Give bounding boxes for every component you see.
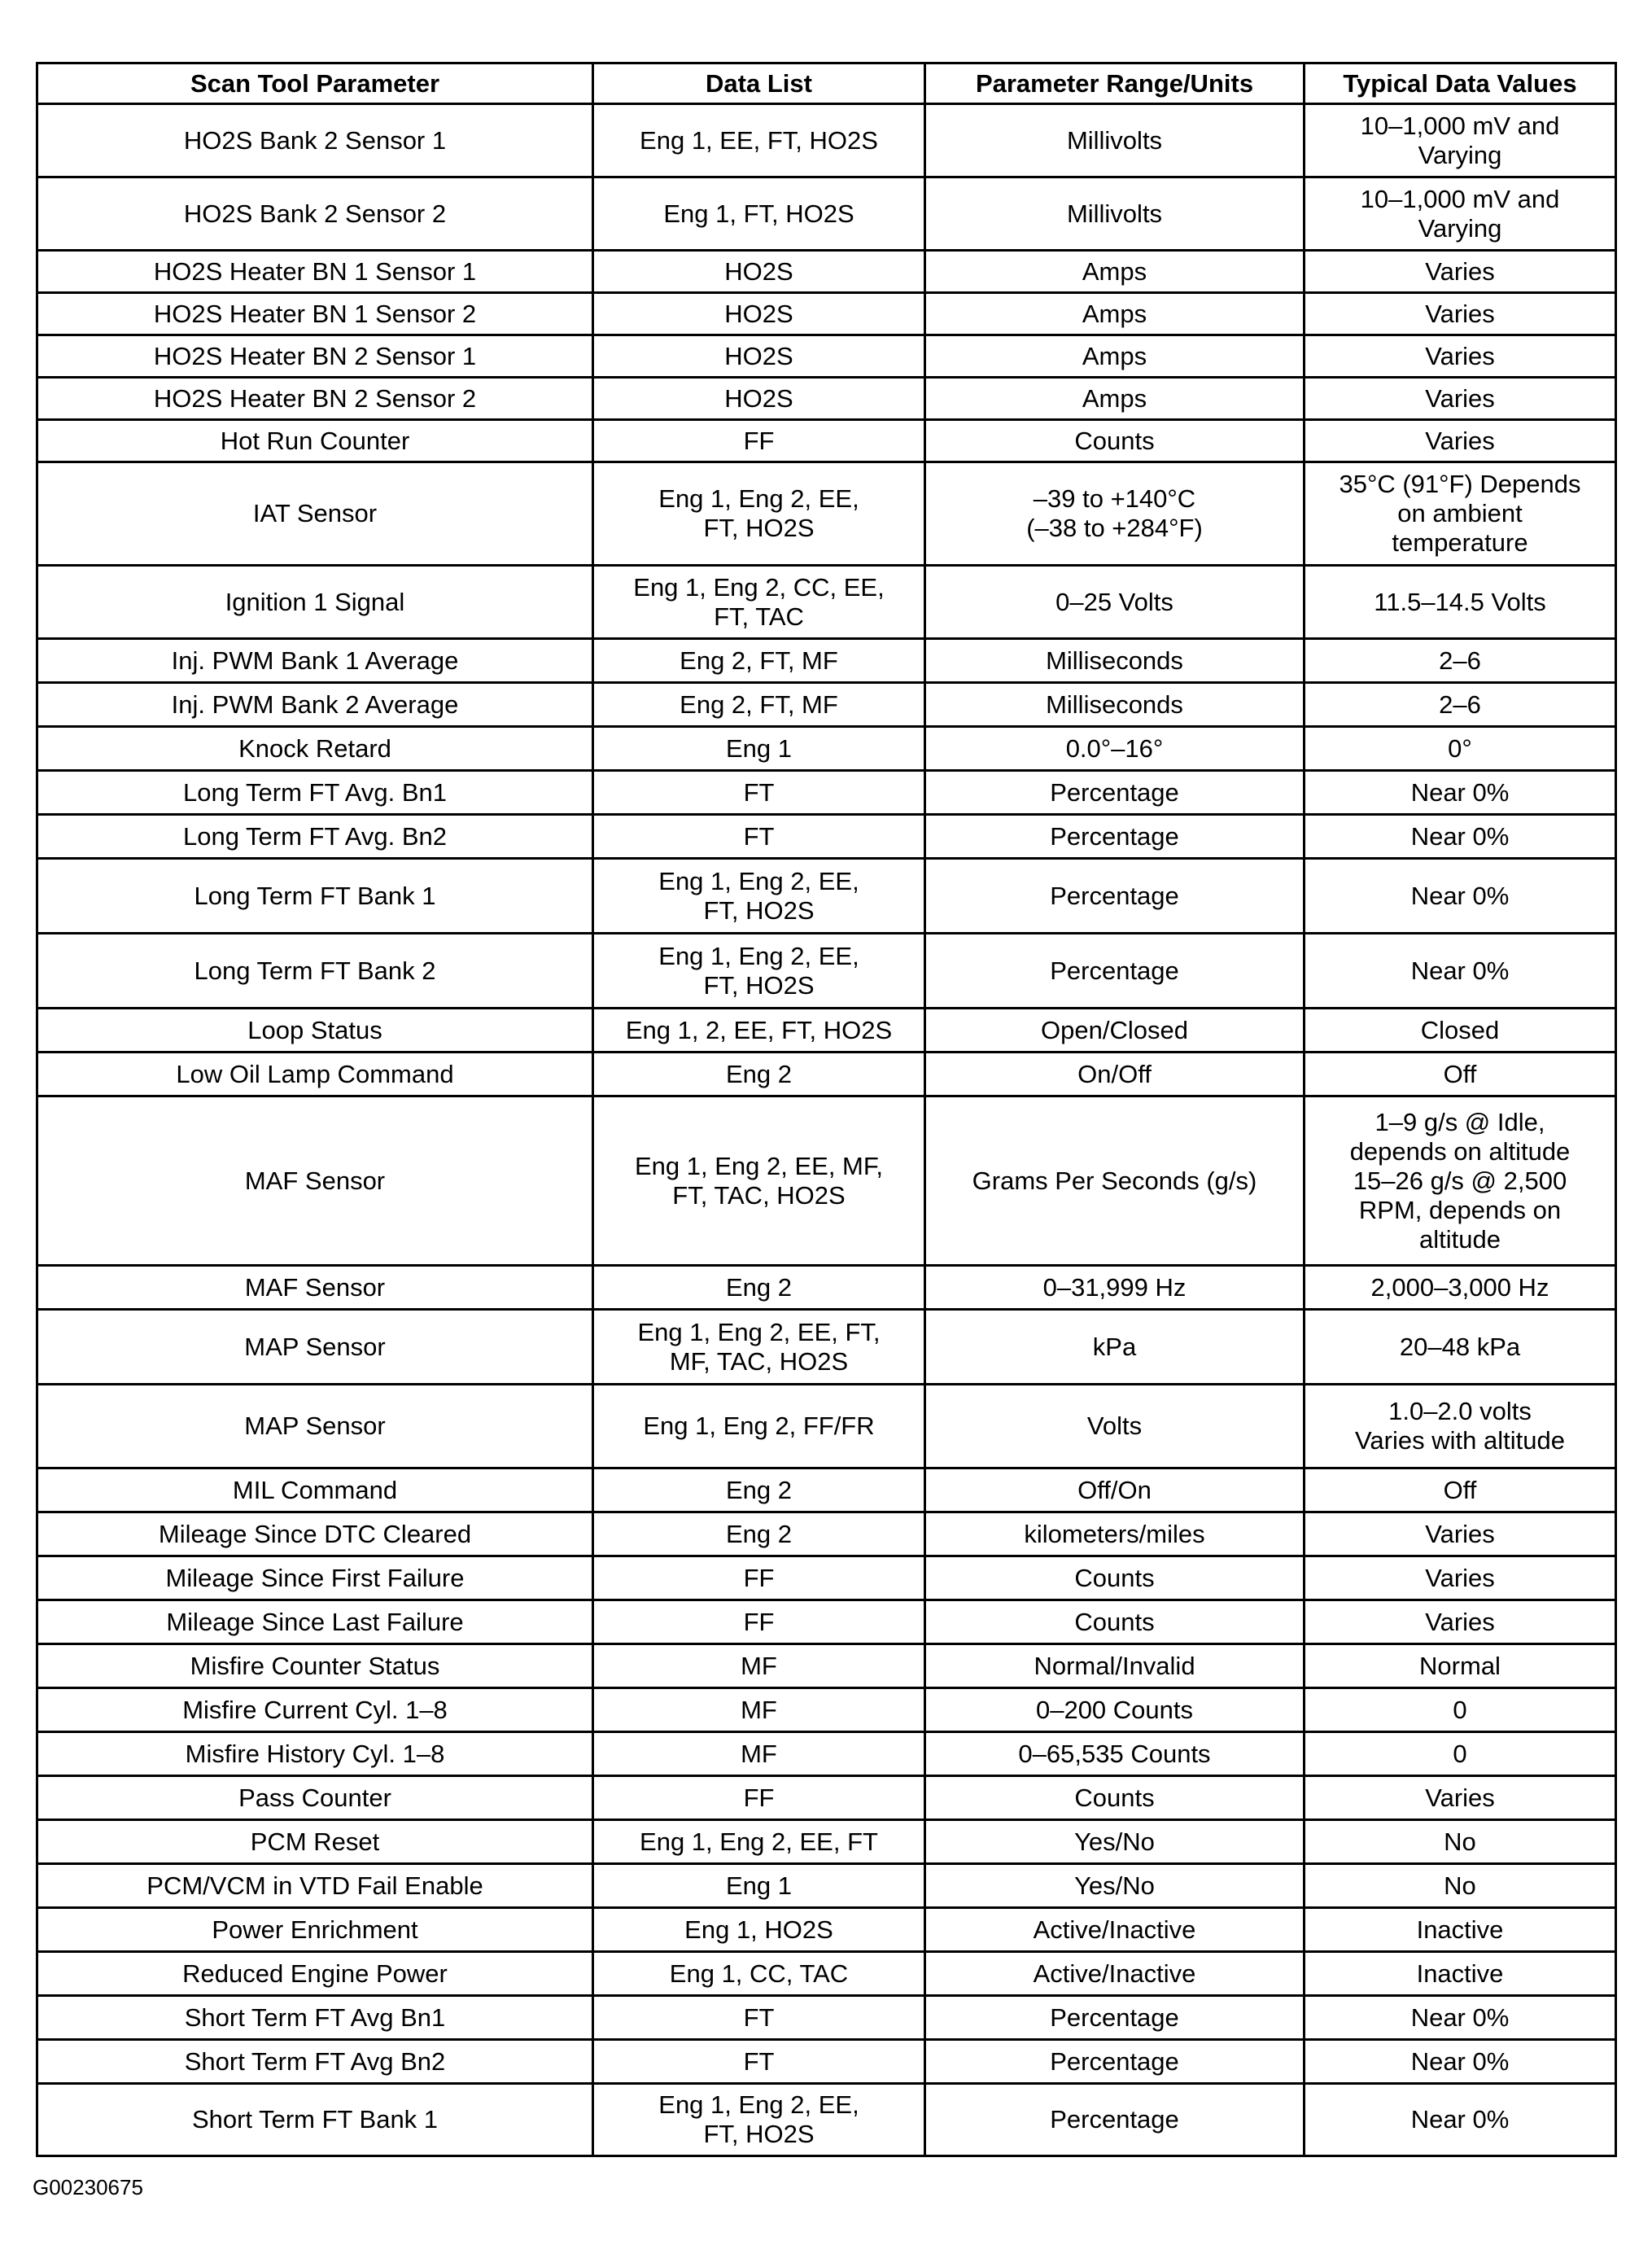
table-row xyxy=(37,1512,1616,1556)
cell-typical-values: 20–48 kPa xyxy=(1305,1310,1616,1385)
figure-code: G00230675 xyxy=(33,2175,143,2199)
cell-typical-values: Varies xyxy=(1305,1556,1616,1600)
table-row xyxy=(37,1776,1616,1820)
cell-data-list: Eng 1, Eng 2, FF/FR xyxy=(593,1385,925,1468)
cell-range-units: Yes/No xyxy=(925,1864,1305,1908)
cell-typical-values: Varies xyxy=(1305,1776,1616,1820)
table-row xyxy=(37,1996,1616,2040)
table-header-row xyxy=(37,63,1616,104)
cell-data-list: Eng 1, HO2S xyxy=(593,1908,925,1952)
cell-typical-values: 1–9 g/s @ Idle, depends on altitude 15–26 g/s @ 2,500 RPM, depends on altitude xyxy=(1305,1096,1616,1266)
cell-parameter: Power Enrichment xyxy=(37,1908,593,1952)
table-row xyxy=(37,1644,1616,1688)
cell-parameter: Knock Retard xyxy=(37,727,593,771)
table-row xyxy=(37,1820,1616,1864)
cell-parameter: HO2S Bank 2 Sensor 2 xyxy=(37,177,593,251)
cell-range-units: Active/Inactive xyxy=(925,1952,1305,1996)
cell-typical-values: Near 0% xyxy=(1305,2084,1616,2156)
cell-typical-values: Inactive xyxy=(1305,1908,1616,1952)
cell-range-units: On/Off xyxy=(925,1053,1305,1096)
cell-typical-values: Varies xyxy=(1305,251,1616,293)
cell-data-list: Eng 1, Eng 2, EE, FT, HO2S xyxy=(593,859,925,934)
cell-data-list: Eng 2, FT, MF xyxy=(593,639,925,683)
cell-typical-values: 0 xyxy=(1305,1688,1616,1732)
table-row xyxy=(37,934,1616,1009)
cell-range-units: Amps xyxy=(925,251,1305,293)
cell-range-units: Percentage xyxy=(925,2040,1305,2084)
cell-data-list: Eng 1 xyxy=(593,1864,925,1908)
table-row xyxy=(37,293,1616,335)
cell-parameter: MAF Sensor xyxy=(37,1096,593,1266)
header-scan-tool-parameter: Scan Tool Parameter xyxy=(37,63,593,104)
cell-data-list: Eng 1, Eng 2, EE, FT, HO2S xyxy=(593,2084,925,2156)
cell-typical-values: Closed xyxy=(1305,1009,1616,1053)
cell-range-units: Percentage xyxy=(925,1996,1305,2040)
cell-range-units: Active/Inactive xyxy=(925,1908,1305,1952)
table-row xyxy=(37,420,1616,462)
cell-parameter: Long Term FT Avg. Bn2 xyxy=(37,815,593,859)
cell-range-units: Percentage xyxy=(925,771,1305,815)
cell-range-units: Amps xyxy=(925,335,1305,378)
cell-parameter: PCM/VCM in VTD Fail Enable xyxy=(37,1864,593,1908)
cell-typical-values: Varies xyxy=(1305,420,1616,462)
cell-range-units: Counts xyxy=(925,1556,1305,1600)
cell-typical-values: Off xyxy=(1305,1053,1616,1096)
cell-range-units: Normal/Invalid xyxy=(925,1644,1305,1688)
cell-parameter: MAP Sensor xyxy=(37,1310,593,1385)
cell-range-units: Grams Per Seconds (g/s) xyxy=(925,1096,1305,1266)
cell-typical-values: Near 0% xyxy=(1305,815,1616,859)
cell-parameter: IAT Sensor xyxy=(37,462,593,566)
cell-typical-values: Varies xyxy=(1305,1600,1616,1644)
cell-parameter: Inj. PWM Bank 1 Average xyxy=(37,639,593,683)
table-row xyxy=(37,859,1616,934)
header-typical-data-values: Typical Data Values xyxy=(1305,63,1616,104)
cell-data-list: Eng 2 xyxy=(593,1266,925,1310)
cell-parameter: Pass Counter xyxy=(37,1776,593,1820)
cell-parameter: Short Term FT Avg Bn1 xyxy=(37,1996,593,2040)
cell-data-list: Eng 1, CC, TAC xyxy=(593,1952,925,1996)
cell-typical-values: 2–6 xyxy=(1305,683,1616,727)
table-row xyxy=(37,1266,1616,1310)
cell-range-units: kPa xyxy=(925,1310,1305,1385)
cell-range-units: Millivolts xyxy=(925,104,1305,177)
table-row xyxy=(37,1732,1616,1776)
cell-range-units: kilometers/miles xyxy=(925,1512,1305,1556)
table-row xyxy=(37,335,1616,378)
cell-typical-values: Near 0% xyxy=(1305,2040,1616,2084)
cell-typical-values: No xyxy=(1305,1864,1616,1908)
table-row xyxy=(37,2040,1616,2084)
cell-data-list: FF xyxy=(593,1556,925,1600)
cell-parameter: HO2S Bank 2 Sensor 1 xyxy=(37,104,593,177)
cell-range-units: 0–31,999 Hz xyxy=(925,1266,1305,1310)
cell-data-list: Eng 1, 2, EE, FT, HO2S xyxy=(593,1009,925,1053)
cell-parameter: Mileage Since Last Failure xyxy=(37,1600,593,1644)
cell-typical-values: 11.5–14.5 Volts xyxy=(1305,566,1616,639)
table-row xyxy=(37,727,1616,771)
cell-range-units: Percentage xyxy=(925,815,1305,859)
cell-parameter: Long Term FT Avg. Bn1 xyxy=(37,771,593,815)
cell-typical-values: Varies xyxy=(1305,293,1616,335)
table-row xyxy=(37,815,1616,859)
cell-typical-values: 1.0–2.0 volts Varies with altitude xyxy=(1305,1385,1616,1468)
table-body xyxy=(37,104,1616,2156)
cell-data-list: FF xyxy=(593,1776,925,1820)
cell-parameter: Long Term FT Bank 1 xyxy=(37,859,593,934)
cell-data-list: FT xyxy=(593,771,925,815)
cell-range-units: Milliseconds xyxy=(925,683,1305,727)
cell-typical-values: Varies xyxy=(1305,335,1616,378)
cell-range-units: Yes/No xyxy=(925,1820,1305,1864)
cell-parameter: Misfire Current Cyl. 1–8 xyxy=(37,1688,593,1732)
cell-data-list: Eng 1, Eng 2, EE, FT xyxy=(593,1820,925,1864)
cell-range-units: Percentage xyxy=(925,934,1305,1009)
cell-data-list: FT xyxy=(593,815,925,859)
table-row xyxy=(37,1009,1616,1053)
table-row xyxy=(37,462,1616,566)
cell-range-units: Volts xyxy=(925,1385,1305,1468)
cell-data-list: Eng 2 xyxy=(593,1053,925,1096)
cell-data-list: FT xyxy=(593,1996,925,2040)
cell-range-units: Percentage xyxy=(925,859,1305,934)
cell-parameter: MAF Sensor xyxy=(37,1266,593,1310)
cell-data-list: MF xyxy=(593,1644,925,1688)
cell-range-units: 0–200 Counts xyxy=(925,1688,1305,1732)
cell-data-list: MF xyxy=(593,1732,925,1776)
cell-typical-values: 10–1,000 mV and Varying xyxy=(1305,104,1616,177)
cell-typical-values: Near 0% xyxy=(1305,1996,1616,2040)
cell-typical-values: Varies xyxy=(1305,1512,1616,1556)
cell-parameter: Inj. PWM Bank 2 Average xyxy=(37,683,593,727)
table-row xyxy=(37,104,1616,177)
cell-parameter: HO2S Heater BN 1 Sensor 2 xyxy=(37,293,593,335)
cell-typical-values: Normal xyxy=(1305,1644,1616,1688)
cell-range-units: Milliseconds xyxy=(925,639,1305,683)
table-row xyxy=(37,2084,1616,2156)
table-row xyxy=(37,1688,1616,1732)
cell-parameter: Misfire Counter Status xyxy=(37,1644,593,1688)
table-row xyxy=(37,1952,1616,1996)
cell-parameter: Long Term FT Bank 2 xyxy=(37,934,593,1009)
cell-parameter: HO2S Heater BN 2 Sensor 1 xyxy=(37,335,593,378)
header-data-list: Data List xyxy=(593,63,925,104)
cell-data-list: Eng 2 xyxy=(593,1512,925,1556)
cell-data-list: HO2S xyxy=(593,293,925,335)
cell-parameter: Mileage Since DTC Cleared xyxy=(37,1512,593,1556)
cell-typical-values: Near 0% xyxy=(1305,934,1616,1009)
cell-data-list: Eng 1, EE, FT, HO2S xyxy=(593,104,925,177)
cell-typical-values: 2–6 xyxy=(1305,639,1616,683)
cell-typical-values: Near 0% xyxy=(1305,859,1616,934)
cell-data-list: Eng 1, FT, HO2S xyxy=(593,177,925,251)
table-row xyxy=(37,177,1616,251)
cell-typical-values: 0 xyxy=(1305,1732,1616,1776)
table-row xyxy=(37,1468,1616,1512)
cell-parameter: Misfire History Cyl. 1–8 xyxy=(37,1732,593,1776)
cell-range-units: Millivolts xyxy=(925,177,1305,251)
cell-data-list: HO2S xyxy=(593,335,925,378)
cell-typical-values: Inactive xyxy=(1305,1952,1616,1996)
cell-data-list: Eng 1, Eng 2, CC, EE, FT, TAC xyxy=(593,566,925,639)
table-row xyxy=(37,1310,1616,1385)
cell-typical-values: No xyxy=(1305,1820,1616,1864)
cell-range-units: –39 to +140°C (–38 to +284°F) xyxy=(925,462,1305,566)
cell-range-units: Amps xyxy=(925,293,1305,335)
cell-data-list: HO2S xyxy=(593,378,925,420)
cell-range-units: 0–65,535 Counts xyxy=(925,1732,1305,1776)
cell-data-list: Eng 1, Eng 2, EE, FT, HO2S xyxy=(593,462,925,566)
table-row xyxy=(37,639,1616,683)
cell-data-list: MF xyxy=(593,1688,925,1732)
cell-typical-values: Varies xyxy=(1305,378,1616,420)
scan-tool-data-sheet xyxy=(36,62,1615,2157)
table-row xyxy=(37,1600,1616,1644)
cell-data-list: Eng 1 xyxy=(593,727,925,771)
cell-range-units: Open/Closed xyxy=(925,1009,1305,1053)
cell-parameter: MIL Command xyxy=(37,1468,593,1512)
table-row xyxy=(37,683,1616,727)
cell-data-list: Eng 1, Eng 2, EE, FT, HO2S xyxy=(593,934,925,1009)
cell-typical-values: Near 0% xyxy=(1305,771,1616,815)
scan-tool-parameter-table xyxy=(36,62,1617,2157)
cell-data-list: Eng 2, FT, MF xyxy=(593,683,925,727)
header-parameter-range-units: Parameter Range/Units xyxy=(925,63,1305,104)
cell-typical-values: Off xyxy=(1305,1468,1616,1512)
cell-data-list: FF xyxy=(593,1600,925,1644)
cell-parameter: Hot Run Counter xyxy=(37,420,593,462)
table-row xyxy=(37,1385,1616,1468)
cell-range-units: Counts xyxy=(925,1776,1305,1820)
cell-parameter: MAP Sensor xyxy=(37,1385,593,1468)
cell-range-units: 0.0°–16° xyxy=(925,727,1305,771)
table-row xyxy=(37,378,1616,420)
table-row xyxy=(37,1864,1616,1908)
cell-typical-values: 2,000–3,000 Hz xyxy=(1305,1266,1616,1310)
cell-typical-values: 0° xyxy=(1305,727,1616,771)
cell-parameter: Short Term FT Avg Bn2 xyxy=(37,2040,593,2084)
cell-parameter: Mileage Since First Failure xyxy=(37,1556,593,1600)
cell-data-list: HO2S xyxy=(593,251,925,293)
cell-range-units: Counts xyxy=(925,420,1305,462)
cell-data-list: Eng 1, Eng 2, EE, MF, FT, TAC, HO2S xyxy=(593,1096,925,1266)
cell-parameter: Low Oil Lamp Command xyxy=(37,1053,593,1096)
cell-data-list: FF xyxy=(593,420,925,462)
cell-parameter: PCM Reset xyxy=(37,1820,593,1864)
cell-parameter: HO2S Heater BN 2 Sensor 2 xyxy=(37,378,593,420)
cell-data-list: Eng 2 xyxy=(593,1468,925,1512)
table-row xyxy=(37,1096,1616,1266)
cell-parameter: Loop Status xyxy=(37,1009,593,1053)
cell-range-units: 0–25 Volts xyxy=(925,566,1305,639)
table-row xyxy=(37,566,1616,639)
cell-range-units: Percentage xyxy=(925,2084,1305,2156)
cell-parameter: Ignition 1 Signal xyxy=(37,566,593,639)
cell-typical-values: 10–1,000 mV and Varying xyxy=(1305,177,1616,251)
table-row xyxy=(37,771,1616,815)
cell-parameter: Short Term FT Bank 1 xyxy=(37,2084,593,2156)
table-row xyxy=(37,1556,1616,1600)
cell-range-units: Amps xyxy=(925,378,1305,420)
cell-range-units: Off/On xyxy=(925,1468,1305,1512)
cell-data-list: FT xyxy=(593,2040,925,2084)
cell-typical-values: 35°C (91°F) Depends on ambient temperature xyxy=(1305,462,1616,566)
table-row xyxy=(37,1053,1616,1096)
table-row xyxy=(37,251,1616,293)
cell-range-units: Counts xyxy=(925,1600,1305,1644)
table-row xyxy=(37,1908,1616,1952)
cell-data-list: Eng 1, Eng 2, EE, FT, MF, TAC, HO2S xyxy=(593,1310,925,1385)
cell-parameter: HO2S Heater BN 1 Sensor 1 xyxy=(37,251,593,293)
cell-parameter: Reduced Engine Power xyxy=(37,1952,593,1996)
